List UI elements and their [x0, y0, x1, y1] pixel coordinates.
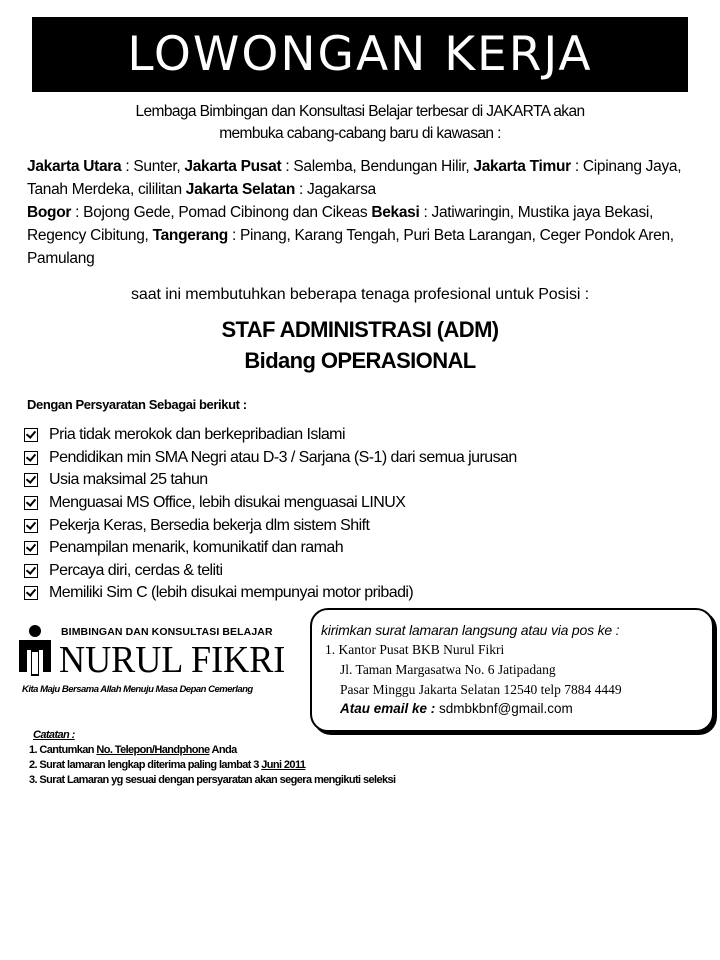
requirements-list: [24, 424, 517, 605]
contact-address-2: Pasar Minggu Jakarta Selatan 12540 telp 7884 4449: [340, 682, 622, 697]
note-item: 3. Surat Lamaran yg sesuai dengan persyaratan akan segera mengikuti seleksi: [29, 774, 396, 786]
requirement-text: Usia maksimal 25 tahun: [49, 471, 208, 489]
note-text: Anda: [209, 744, 237, 756]
checkbox-checked-icon: [24, 519, 38, 533]
requirements-heading: Dengan Persyaratan Sebagai berikut :: [27, 397, 247, 412]
logo-subtitle: BIMBINGAN DAN KONSULTASI BELAJAR: [61, 626, 273, 638]
location-bogor-text: : Bojong Gede, Pomad Cibinong dan Cikeas: [71, 204, 372, 221]
note-underlined: Juni 2011: [261, 759, 306, 771]
requirement-item: [24, 514, 517, 537]
contact-office: 1. Kantor Pusat BKB Nurul Fikri: [325, 642, 505, 657]
intro-line-1: Lembaga Bimbingan dan Konsultasi Belajar terbesar di JAKARTA akan: [135, 103, 585, 120]
contact-heading: kirimkan surat lamaran langsung atau via pos ke :: [321, 622, 620, 638]
location-jaksel-label: Jakarta Selatan: [185, 181, 296, 198]
position-field: Bidang OPERASIONAL: [244, 348, 476, 373]
checkbox-checked-icon: [24, 428, 38, 442]
contact-box: [310, 608, 714, 732]
notes-title: Catatan :: [33, 729, 75, 741]
location-jakpus-text: : Salemba, Bendungan Hilir,: [281, 158, 474, 175]
requirement-item: [24, 469, 517, 492]
location-jaktim-text: : Cipinang Jaya, Tanah Merdeka, cililitan: [27, 158, 682, 198]
intro-line-2: membuka cabang-cabang baru di kawasan :: [219, 125, 501, 142]
location-jakpus-label: Jakarta Pusat: [184, 158, 282, 175]
requirement-item: [24, 492, 517, 515]
position-title: STAF ADMINISTRASI (ADM): [221, 317, 499, 342]
checkbox-checked-icon: [24, 586, 38, 600]
note-text: 2. Surat lamaran lengkap diterima paling lambat 3: [29, 759, 262, 771]
requirement-text: Memiliki Sim C (lebih disukai mempunyai motor pribadi): [49, 584, 414, 602]
page-title: LOWONGAN KERJA: [127, 27, 593, 82]
requirement-text: Percaya diri, cerdas & teliti: [49, 561, 223, 579]
requirement-item: [24, 537, 517, 560]
location-jakut-label: Jakarta Utara: [27, 158, 122, 175]
location-tangerang-label: Tangerang: [152, 227, 228, 244]
requirement-item: [24, 560, 517, 583]
location-list: [27, 155, 697, 270]
location-bekasi-text: : Jatiwaringin, Mustika jaya Bekasi, Regency Cibitung,: [27, 204, 654, 244]
checkbox-checked-icon: [24, 496, 38, 510]
requirement-item: [24, 447, 517, 470]
requirement-item: [24, 582, 517, 605]
checkbox-checked-icon: [24, 473, 38, 487]
checkbox-checked-icon: [24, 541, 38, 555]
contact-email-line: [340, 701, 573, 716]
need-text: saat ini membutuhkan beberapa tenaga profesional untuk Posisi :: [131, 286, 589, 303]
logo-tagline: Kita Maju Bersama Allah Menuju Masa Depan Cemerlang: [22, 684, 253, 695]
requirement-text: Penampilan menarik, komunikatif dan ramah: [49, 539, 344, 557]
email-address: sdmbkbnf@gmail.com: [435, 701, 573, 716]
location-tangerang-text: : Pinang, Karang Tengah, Puri Beta Larangan, Ceger Pondok Aren, Pamulang: [27, 227, 674, 267]
checkbox-checked-icon: [24, 564, 38, 578]
note-item: [29, 743, 395, 758]
requirement-item: [24, 424, 517, 447]
location-bekasi-label: Bekasi: [371, 204, 420, 221]
requirement-text: Pekerja Keras, Bersedia bekerja dlm sistem Shift: [49, 516, 370, 534]
location-jaktim-label: Jakarta Timur: [473, 158, 571, 175]
note-text: 1. Cantumkan: [29, 744, 97, 756]
nurul-fikri-logo: [13, 620, 303, 700]
requirement-text: Pendidikan min SMA Negri atau D-3 / Sarjana (S-1) dari semua jurusan: [49, 448, 517, 466]
requirement-text: Pria tidak merokok dan berkepribadian Islami: [49, 426, 345, 444]
notes-section: [29, 728, 395, 788]
logo-name: NURUL FIKRI: [59, 639, 286, 681]
note-item: [29, 758, 395, 773]
location-jakut-text: : Sunter,: [121, 158, 185, 175]
checkbox-checked-icon: [24, 451, 38, 465]
location-bogor-label: Bogor: [27, 204, 72, 221]
person-emblem-icon: [15, 624, 55, 678]
note-underlined: No. Telepon/Handphone: [96, 744, 210, 756]
contact-address-1: Jl. Taman Margasatwa No. 6 Jatipadang: [340, 662, 556, 677]
location-jaksel-text: : Jagakarsa: [295, 181, 376, 198]
requirement-text: Menguasai MS Office, lebih disukai menguasai LINUX: [49, 494, 406, 512]
email-label: Atau email ke :: [340, 701, 436, 716]
header-banner: [32, 17, 688, 92]
intro-text: [40, 101, 680, 145]
